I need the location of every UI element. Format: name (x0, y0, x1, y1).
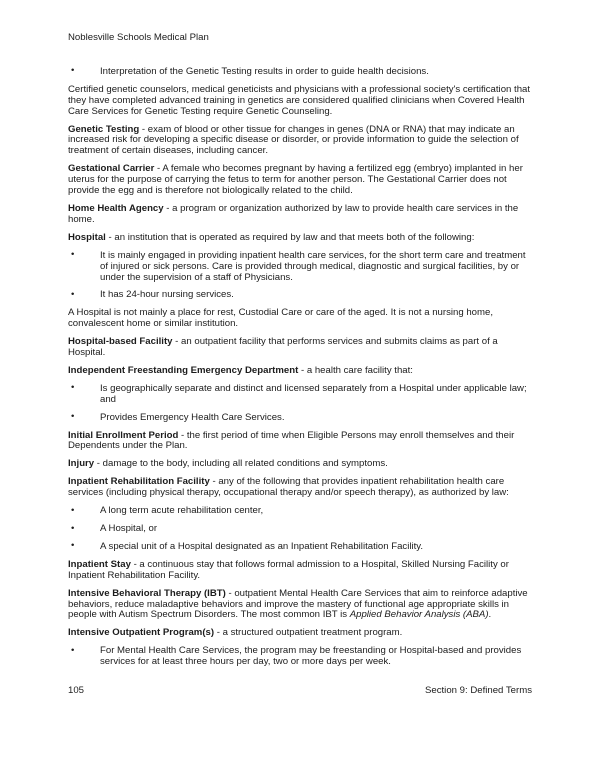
paragraph-block (68, 85, 532, 118)
text-segment: . (488, 609, 492, 621)
text-segment: Applied Behavior Analysis (ABA) (349, 609, 489, 621)
bullet-icon: • (71, 288, 75, 300)
term-label: Inpatient Stay (68, 558, 131, 570)
term-label: Injury (68, 458, 95, 470)
term-label: Gestational Carrier (68, 163, 155, 175)
bullet-icon: • (71, 65, 75, 77)
text-segment: - an institution that is operated as required by law and that meets both of the following: (105, 231, 475, 243)
text-segment: Certified genetic counselors, medical geneticists and physicians with a professional society's certification that they have completed advanced training in genetics are considered qualified clinicians when Covered Health Care Services for Genetic Testing require Genetic Counseling. (68, 83, 531, 117)
document-header-title: Noblesville Schools Medical Plan (68, 32, 209, 43)
paragraph-block (68, 164, 532, 197)
paragraph-block (68, 233, 532, 244)
text-segment: - the first period of time when Eligible Persons may enroll themselves and their Dependents under the Plan. (68, 429, 515, 452)
text-segment: Provides Emergency Health Care Services. (100, 411, 285, 423)
term-label: Intensive Outpatient Program(s) (68, 627, 215, 639)
text-segment: A Hospital, or (100, 523, 158, 534)
paragraph-block (68, 560, 532, 582)
bullet-item (68, 413, 532, 424)
term-label: Genetic Testing (68, 123, 140, 135)
bullet-item (68, 290, 532, 301)
text-segment: - damage to the body, including all related conditions and symptoms. (94, 458, 388, 470)
bullet-icon: • (71, 382, 75, 394)
bullet-icon: • (71, 504, 75, 516)
term-label: Intensive Behavioral Therapy (IBT) (68, 587, 226, 599)
term-label: Independent Freestanding Emergency Department (68, 364, 299, 376)
bullet-item (68, 542, 532, 553)
paragraph-block (68, 431, 532, 453)
text-segment: - a health care facility that: (298, 364, 413, 376)
paragraph-block (68, 589, 532, 622)
text-segment: - any of the following that provides inpatient rehabilitation health care services (including physical therapy, occupational therapy and/or speech therapy), as authorized by law: (68, 476, 509, 499)
term-label: Home Health Agency (68, 202, 164, 214)
content-blocks (68, 67, 532, 668)
term-label: Hospital-based Facility (68, 336, 173, 348)
paragraph-block (68, 366, 532, 377)
bullet-icon: • (71, 644, 75, 656)
bullet-item (68, 384, 532, 406)
text-segment: - outpatient Mental Health Care Services that aim to reinforce adaptive behaviors, reduce maladaptive behaviors and improve the mastery of functional age appropriate skills in people with Autism Spectrum Disorders. The most common IBT is (68, 587, 528, 621)
text-segment: Is geographically separate and distinct and licensed separately from a Hospital under applicable law; and (100, 382, 527, 405)
text-segment: Interpretation of the Genetic Testing results in order to guide health decisions. (100, 65, 429, 77)
text-segment: - an outpatient facility that performs services and submits claims as part of a Hospital. (68, 336, 498, 359)
paragraph-block (68, 628, 532, 639)
page-footer (68, 686, 532, 697)
paragraph-block (68, 477, 532, 499)
bullet-icon: • (71, 522, 75, 534)
text-segment: - a structured outpatient treatment program. (214, 627, 403, 639)
bullet-icon: • (71, 411, 75, 423)
paragraph-block (68, 459, 532, 470)
text-segment: For Mental Health Care Services, the program may be freestanding or Hospital-based and provides services for at least three hours per day, two or more days per week. (100, 645, 522, 668)
bullet-icon: • (71, 249, 75, 261)
term-label: Hospital (68, 231, 106, 243)
text-segment: A special unit of a Hospital designated as an Inpatient Rehabilitation Facility. (100, 540, 424, 552)
text-segment: - A female who becomes pregnant by having a fertilized egg (embryo) implanted in her uterus for the purpose of carrying the fetus to term for another person. The Gestational Carrier does not provide the egg and is therefore not biologically related to the child. (68, 163, 523, 197)
bullet-item (68, 506, 532, 517)
text-segment: - a continuous stay that follows formal admission to a Hospital, Skilled Nursing Facility or Inpatient Rehabilitation Facility. (68, 558, 509, 581)
bullet-item (68, 646, 532, 668)
footer-section-label: Section 9: Defined Terms (424, 685, 532, 696)
bullet-icon: • (71, 540, 75, 552)
text-segment: It has 24-hour nursing services. (100, 289, 234, 301)
term-label: Inpatient Rehabilitation Facility (68, 476, 210, 488)
text-segment: - a program or organization authorized by law to provide health care services in the home. (68, 202, 519, 225)
text-segment: It is mainly engaged in providing inpatient health care services, for the short term care and treatment of injured or sick persons. Care is provided through medical, diagnostic and surgical facilities, by or under the supervision of a staff of Physicians. (100, 249, 526, 283)
text-segment: - exam of blood or other tissue for changes in genes (DNA or RNA) that may indicate an increased risk for developing a specific disease or disorder, or provide information to guide the selection of treatment of certain diseases, including cancer. (68, 123, 519, 157)
bullet-item (68, 67, 532, 78)
paragraph-block (68, 204, 532, 226)
paragraph-block (68, 125, 532, 158)
bullet-item (68, 251, 532, 284)
paragraph-block (68, 308, 532, 330)
bullet-item (68, 524, 532, 535)
paragraph-block (68, 337, 532, 359)
page-number: 105 (68, 685, 85, 696)
text-segment: A long term acute rehabilitation center, (100, 505, 264, 517)
term-label: Initial Enrollment Period (68, 429, 179, 441)
text-segment: A Hospital is not mainly a place for rest, Custodial Care or care of the aged. It is not a nursing home, convalescent home or similar institution. (68, 307, 494, 330)
